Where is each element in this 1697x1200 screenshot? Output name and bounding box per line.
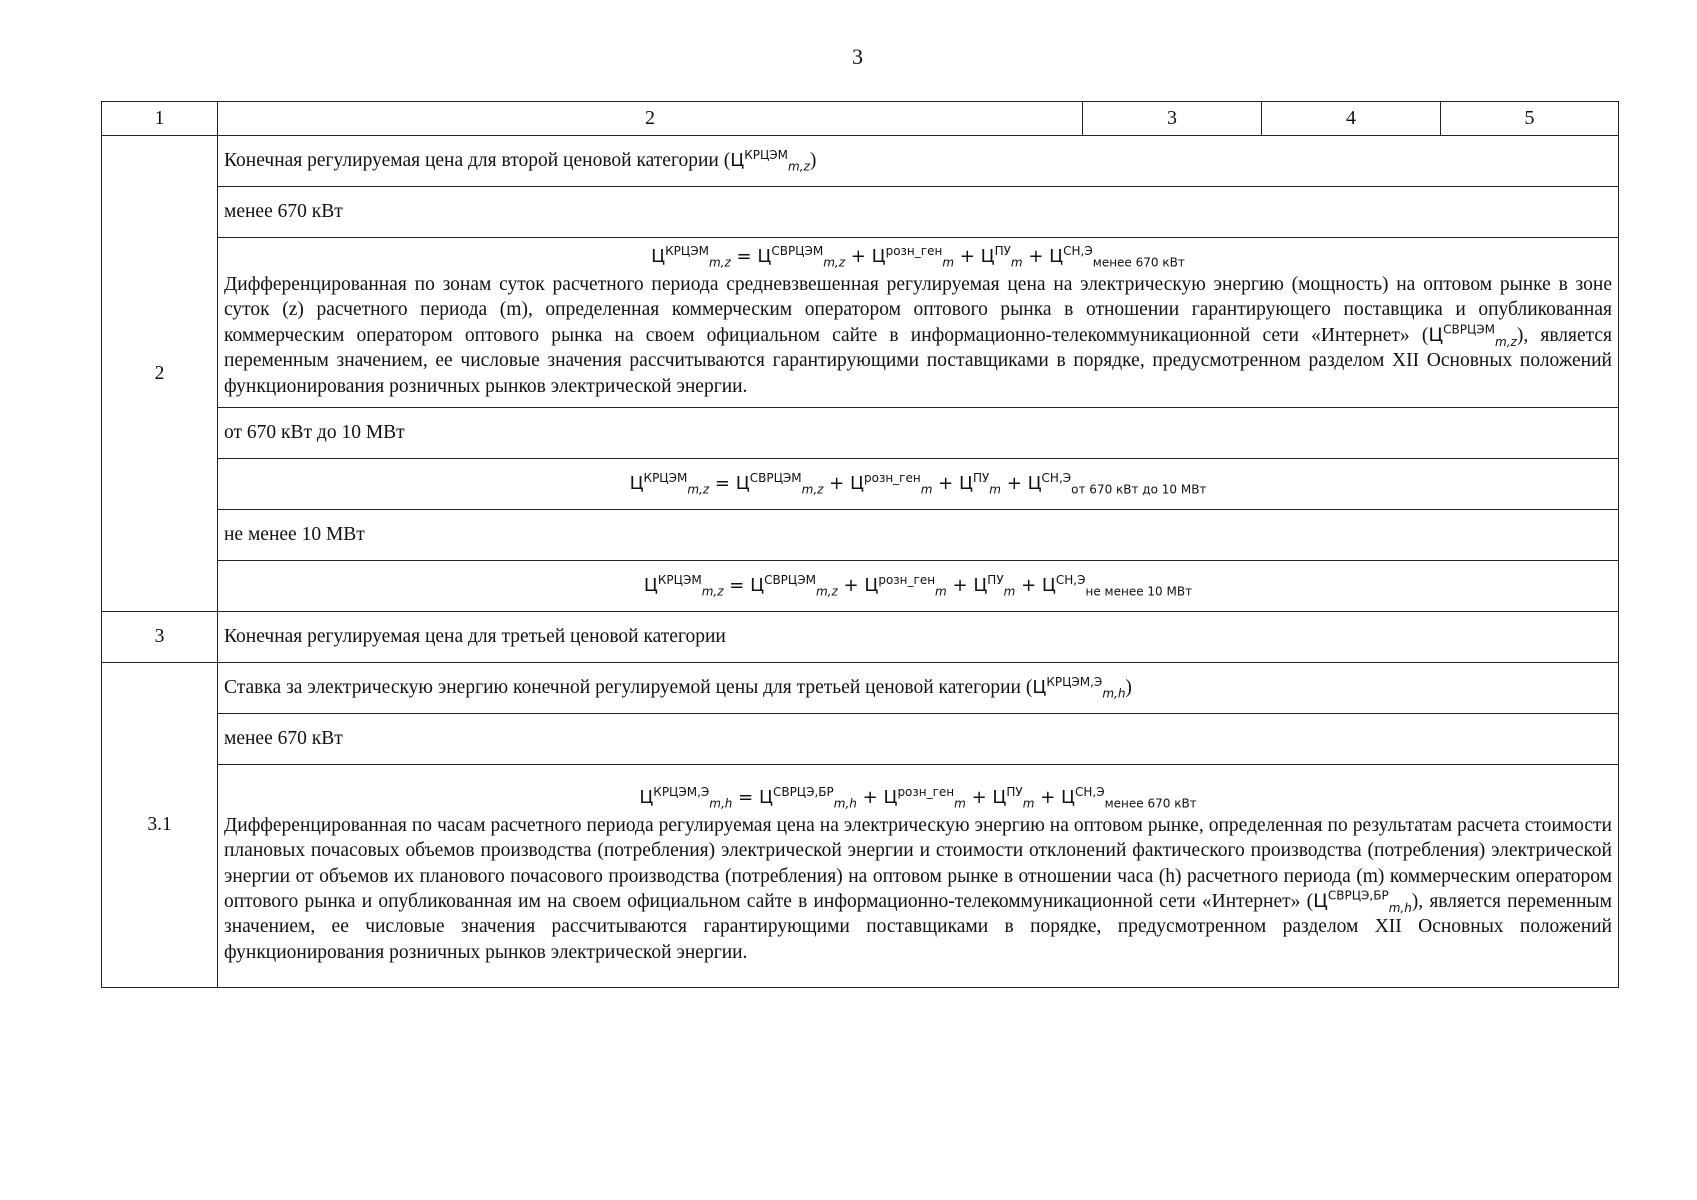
column-header-1: 1	[102, 102, 218, 136]
formula: $Ц^{КРЦЭМ}_{m,z} = Ц^{СВРЦЭМ}_{m,z} + Ц^{розн\_ген}_m + Ц^{ПУ}_m + Ц^{СН,Э}_{менее 670 кВт}$	[651, 244, 1185, 270]
section-title: Ставка за электрическую энергию конечной регулируемой цены для третьей ценовой категории $(Ц^{КРЦЭМ,Э}_{m,h})$	[218, 663, 1619, 714]
row-number: 3	[102, 612, 218, 663]
formula-block	[218, 765, 1619, 988]
table-row	[102, 510, 1619, 561]
band-label: менее 670 кВт	[218, 714, 1619, 765]
table-row	[102, 663, 1619, 714]
formula-block	[218, 238, 1619, 408]
table-row	[102, 408, 1619, 459]
description-paragraph: Дифференцированная по зонам суток расчетного периода средневзвешенная регулируемая цена на электрическую энергию (мощность) на оптовом рынке в зоне суток (z) расчетного периода (m), определенная коммерческим оператором оптового рынка в отношении гарантирующего поставщика и опубликованная коммерческим оператором оптового рынка на своем официальном сайте в информационно-телекоммуникационной сети «Интернет» $(Ц^{СВРЦЭМ}_{m,z})$, является переменным значением, ее числовые значения рассчитываются гарантирующими поставщиками в порядке, предусмотренном разделом XII Основных положений функционирования розничных рынков электрической энергии.	[224, 274, 1613, 397]
column-header-4: 4	[1262, 102, 1441, 136]
column-header-row	[102, 102, 1619, 136]
band-label: от 670 кВт до 10 МВт	[218, 408, 1619, 459]
table-row	[102, 238, 1619, 408]
page-number: 3	[852, 44, 863, 69]
price-symbol: $Ц^{КРЦЭМ,Э}_{m,h}$	[1032, 675, 1126, 701]
formula: $Ц^{КРЦЭМ}_{m,z} = Ц^{СВРЦЭМ}_{m,z} + Ц^{розн\_ген}_m + Ц^{ПУ}_m + Ц^{СН,Э}_{от 670 кВт до 10 МВт}$	[629, 471, 1207, 497]
row-number: 3.1	[102, 663, 218, 988]
section-title: Конечная регулируемая цена для второй ценовой категории $(Ц^{КРЦЭМ}_{m,z})$	[218, 136, 1619, 187]
table-row	[102, 612, 1619, 663]
column-header-2: 2	[218, 102, 1083, 136]
band-label: менее 670 кВт	[218, 187, 1619, 238]
row-number: 2	[102, 136, 218, 612]
table-row	[102, 187, 1619, 238]
price-table	[101, 101, 1619, 988]
table-row	[102, 561, 1619, 612]
column-header-5: 5	[1441, 102, 1619, 136]
band-label: не менее 10 МВт	[218, 510, 1619, 561]
formula: $Ц^{КРЦЭМ}_{m,z} = Ц^{СВРЦЭМ}_{m,z} + Ц^{розн\_ген}_m + Ц^{ПУ}_m + Ц^{СН,Э}_{не менее 10 МВт}$	[643, 573, 1193, 599]
formula-cell	[218, 459, 1619, 510]
description-paragraph: Дифференцированная по часам расчетного периода регулируемая цена на электрическую энергию на оптовом рынке, определенная по результатам расчета стоимости плановых почасовых объемов производства (потребления) электрической энергии и стоимости отклонений фактического производства (потребления) электрической энергии от объемов их планового почасового производства (потребления) на оптовом рынке в отношении часа (h) расчетного периода (m) коммерческим оператором оптового рынка и опубликованная им на своем официальном сайте в информационно-телекоммуникационной сети «Интернет» $(Ц^{СВРЦЭ,БР}_{m,h})$, является переменным значением, ее числовые значения рассчитываются гарантирующими поставщиками в порядке, предусмотренном разделом XII Основных положений функционирования розничных рынков электрической энергии.	[224, 814, 1612, 963]
table-row	[102, 136, 1619, 187]
price-symbol: $Ц^{КРЦЭМ}_{m,z}$	[730, 148, 810, 174]
table-row	[102, 765, 1619, 988]
table-row	[102, 459, 1619, 510]
column-header-3: 3	[1083, 102, 1262, 136]
formula: $Ц^{КРЦЭМ,Э}_{m,h} = Ц^{СВРЦЭ,БР}_{m,h} + Ц^{розн\_ген}_m + Ц^{ПУ}_m + Ц^{СН,Э}_{менее 670 кВт}$	[639, 784, 1197, 811]
formula-cell	[218, 561, 1619, 612]
section-title: Конечная регулируемая цена для третьей ценовой категории	[218, 612, 1619, 663]
table-row	[102, 714, 1619, 765]
